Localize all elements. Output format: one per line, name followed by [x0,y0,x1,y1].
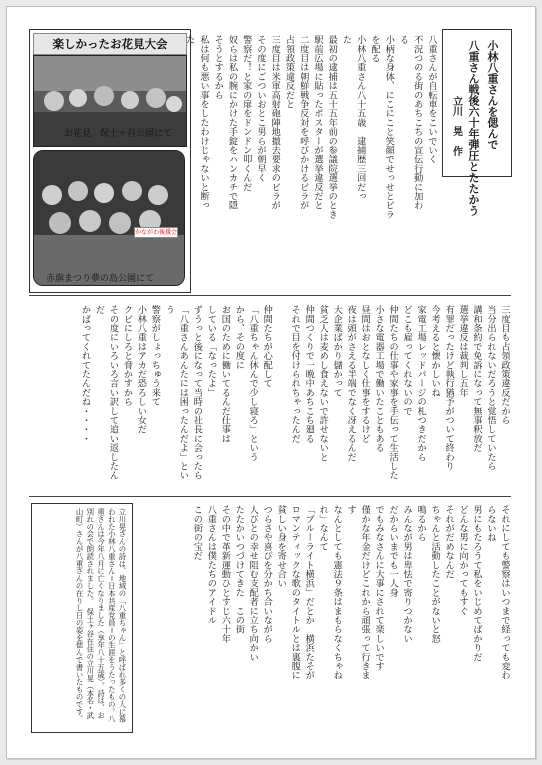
section-divider-1 [29,295,511,296]
photo-festival [33,150,185,286]
photo-caption-1: お花見 保土ヶ谷公園にて [64,129,173,139]
photo-panel-title: 楽しかったお花見大会 [33,33,187,55]
photo-caption-2: 赤旗まつり夢の島公園にて [46,274,155,284]
photo-festival-image [34,151,184,285]
poem-title: 小林八重さんを偲んで [486,40,500,150]
poem-author: 立川 晃 作 [450,96,462,156]
poem-section-3: それにしても警察はいつまで経っても変わ らないね 男にもたろうて私をいじめてばかりだ どんな男に向かってもすぐ それがだめなんだ ちゃんと活動したことがないと怒 鳴るから みんなが男は卑怯で寄りつかない だからいまでも一人身 でもみなさんに大事にされて楽しいです 僅かな年金だけどこれから頑張って行きま す なんとしても憲法９条はまもらなくちゃね れ」なんて 「ブルーライト横浜」だとか 横浜たそが ロマンティックな歌のタイトルとは裏腹に 貧しい身を寄せ合い つらさや喜びを分かち合いながら 人びとの幸せ阻む支配者に立ち向かい たたかいつづけてきた この街 その中で革新運動ひとすじ六十年 八重さんは僕たちのアイドル この街の宝だ [191,505,510,680]
poem-subtitle: 八重さん戦後六十年弾圧とたたかう [467,40,481,216]
section-divider-2 [29,496,511,497]
poem-section-1: 八重さんが自転車をこいでいく 不況つのる街のあちこちの宣伝行動に加わ る 小柄な身体、にこにこと笑顔でせっせとビラ を配る 小林八重さん八十五歳 逮捕歴三回だっ た 最初の逮捕は五十五年前の参議院選挙のとき 駅前広場に貼ったポスターが選挙違反だと 二度目は朝鮮戦争反対を呼びかけるビラが 占領政策違反だと 三度目は米軍高射砲陣地撤去要求のビラが その度にごついおとこ男らが朝早く 警察だ！と家の扉をドンドン叩くんだ 奴らは私の腕にかけた手錠をハンカチで隠 そうとするから 私は何も悪い事をしたわけじゃないと断っ た [183,35,437,219]
poem-section-2: 三度目も占領政策違反だから 当分出られないだろうと覚悟していたら 講和条約で免訴になって無事釈放だ 選挙違反は裁判し五年 有罪だったけど執行猶予がついて終わり 今考えると懐かしいね 家電工場レッドパージの札つきだから どこも雇ってくれないので 仲間たちの仕事や家事を手伝って生活した 小さな電器工場で働いたこともある 昼間はおとなしく仕事をするけど 夜は頭がさえる半端でなく冴えるんだ 大企業ばかり儲かって 貧乏人は麦めし食えないで許せないと 仲間つくりで一晩中あちこち廻る それで目を付けられちゃったんだ 仲間たちが心配して 「八重ちゃん休んで少し寝ろ」という から、その度に お国のために働いてるんだ仕事は している「なったよ」 ずうっと後になって当時の社長に会ったら 「八重さんあんたには困ったんだよ」とい う 警察がしょっちゅう来て 小林八重はアカだ恐ろしい女だ クビにしろと脅かすから その度にいろいろ言い訳して追い返したん だ かばってくれてたんだね・・・・ [79,305,510,480]
footnote-text: 立川晃さんの詩は、地域の「八重ちゃん」と呼ばれ多くの人に慕われた小林八重さん＝日本共産党員＝の生涯をうたったもの。八重さんは今年八月に亡くなりました（享年八十五歳）。詩は、お別れの会で朗読されました。 保土ヶ谷在住の立川晃（本名・武山町）さんが八重さんの在りし日の姿を偲んで書いたものです。 [75,508,127,723]
festival-banner: かながわ後援会 [135,229,178,236]
